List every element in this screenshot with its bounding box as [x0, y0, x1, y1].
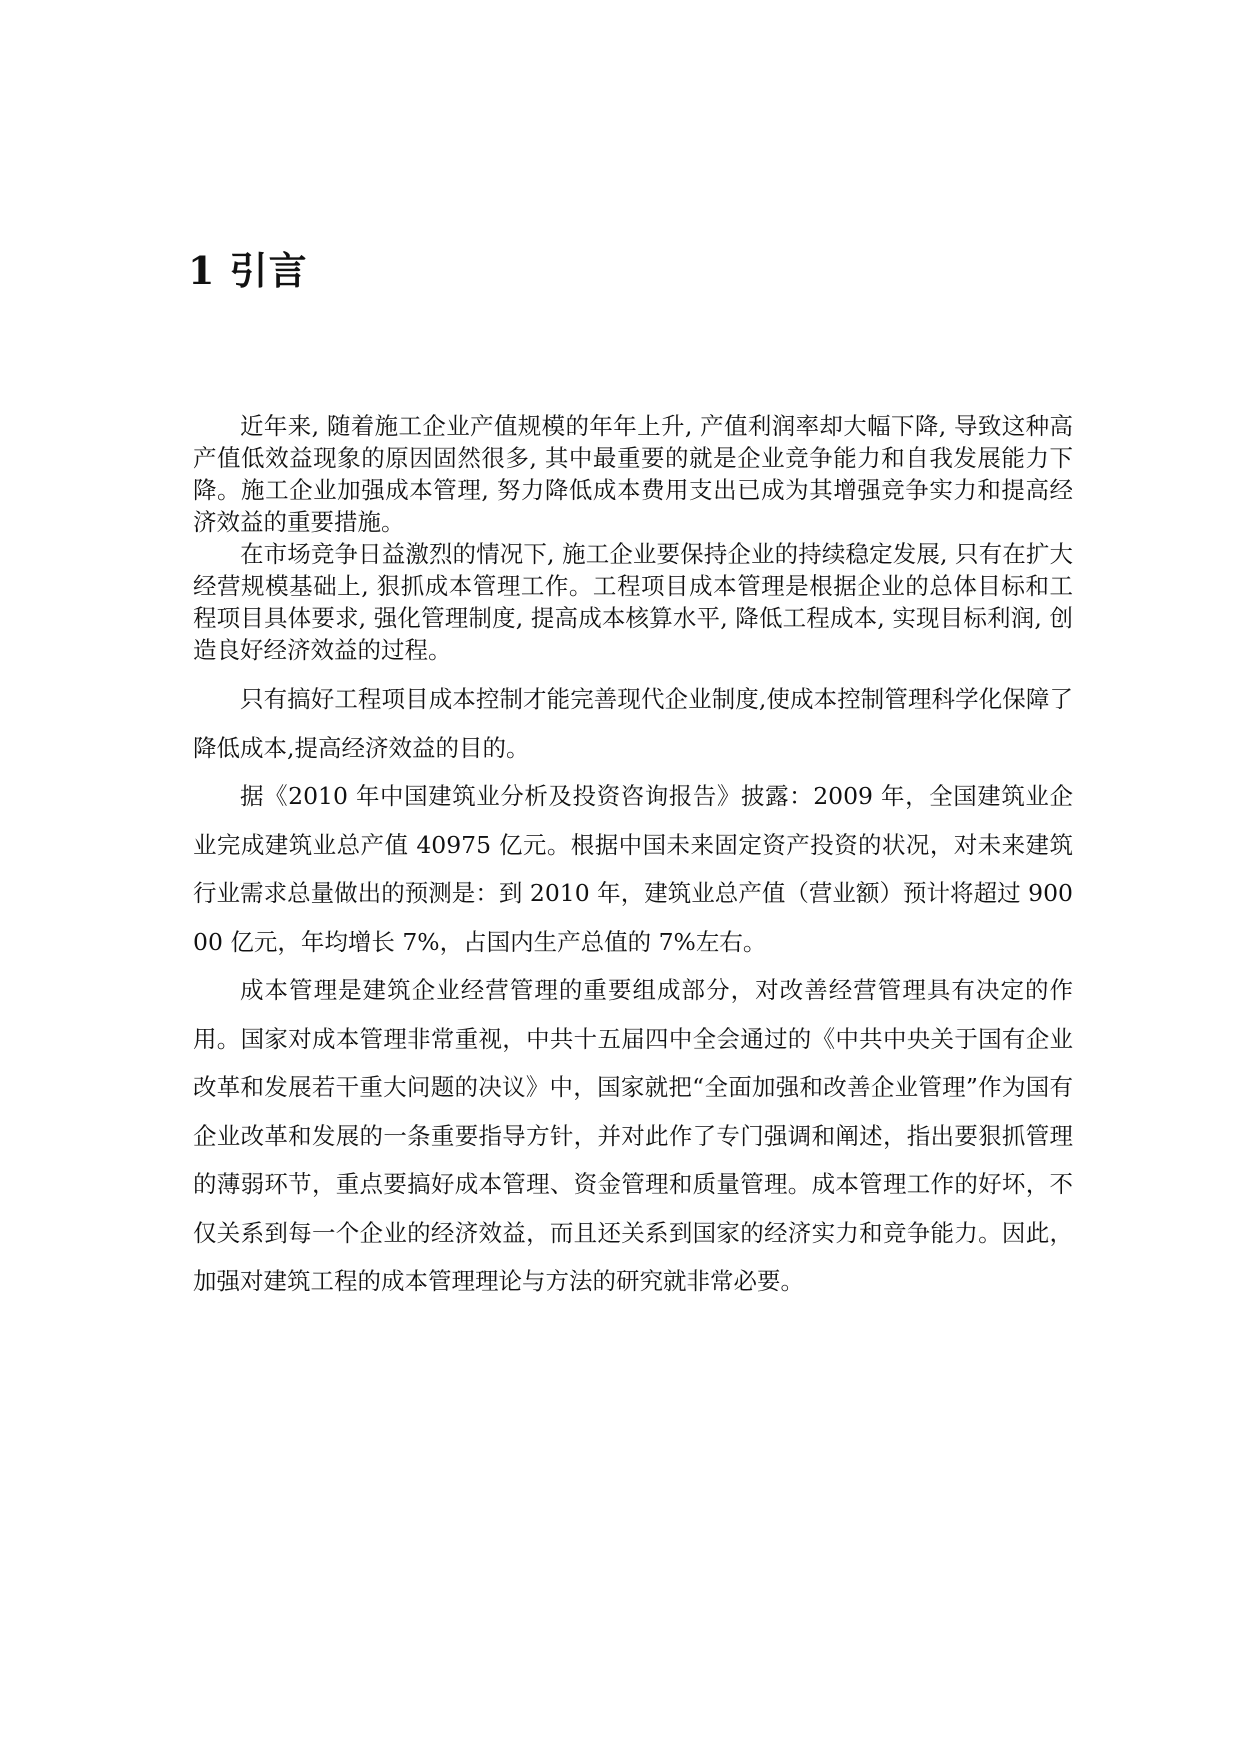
paragraph-1: 近年来, 随着施工企业产值规模的年年上升, 产值利润率却大幅下降, 导致这种高产值低效益现象的原因固然很多, 其中最重要的就是企业竞争能力和自我发展能力下降。施工企业加强成本管理, 努力降低成本费用支出已成为其增强竞争实力和提高经济效益的重要措施。 [193, 412, 1073, 536]
paragraph-2: 在市场竞争日益激烈的情况下, 施工企业要保持企业的持续稳定发展, 只有在扩大经营规模基础上, 狠抓成本管理工作。工程项目成本管理是根据企业的总体目标和工程项目具体要求, 强化管理制度, 提高成本核算水平, 降低工程成本, 实现目标利润, 创造良好经济效益的过程。 [193, 540, 1073, 664]
paragraph-5: 成本管理是建筑企业经营管理的重要组成部分，对改善经营管理具有决定的作用。国家对成本管理非常重视，中共十五届四中全会通过的《中共中央关于国有企业改革和发展若干重大问题的决议》中，国家就把“全面加强和改善企业管理”作为国有企业改革和发展的一条重要指导方针，并对此作了专门强调和阐述，指出要狠抓管理的薄弱环节，重点要搞好成本管理、资金管理和质量管理。成本管理工作的好坏，不仅关系到每一个企业的经济效益，而且还关系到国家的经济实力和竞争能力。因此，加强对建筑工程的成本管理理论与方法的研究就非常必要。 [193, 976, 1073, 1295]
paragraph-3: 只有搞好工程项目成本控制才能完善现代企业制度,使成本控制管理科学化保障了降低成本,提高经济效益的目的。 [193, 685, 1073, 762]
section-heading: 1 引言 [188, 248, 308, 294]
paragraph-4: 据《2010 年中国建筑业分析及投资咨询报告》披露：2009 年，全国建筑业企业完成建筑业总产值 40975 亿元。根据中国未来固定资产投资的状况，对未来建筑行业需求总量做出的预测是：到 2010 年，建筑业总产值（营业额）预计将超过 90000 亿元，年均增长 7%，占国内生产总值的 7%左右。 [193, 782, 1073, 956]
